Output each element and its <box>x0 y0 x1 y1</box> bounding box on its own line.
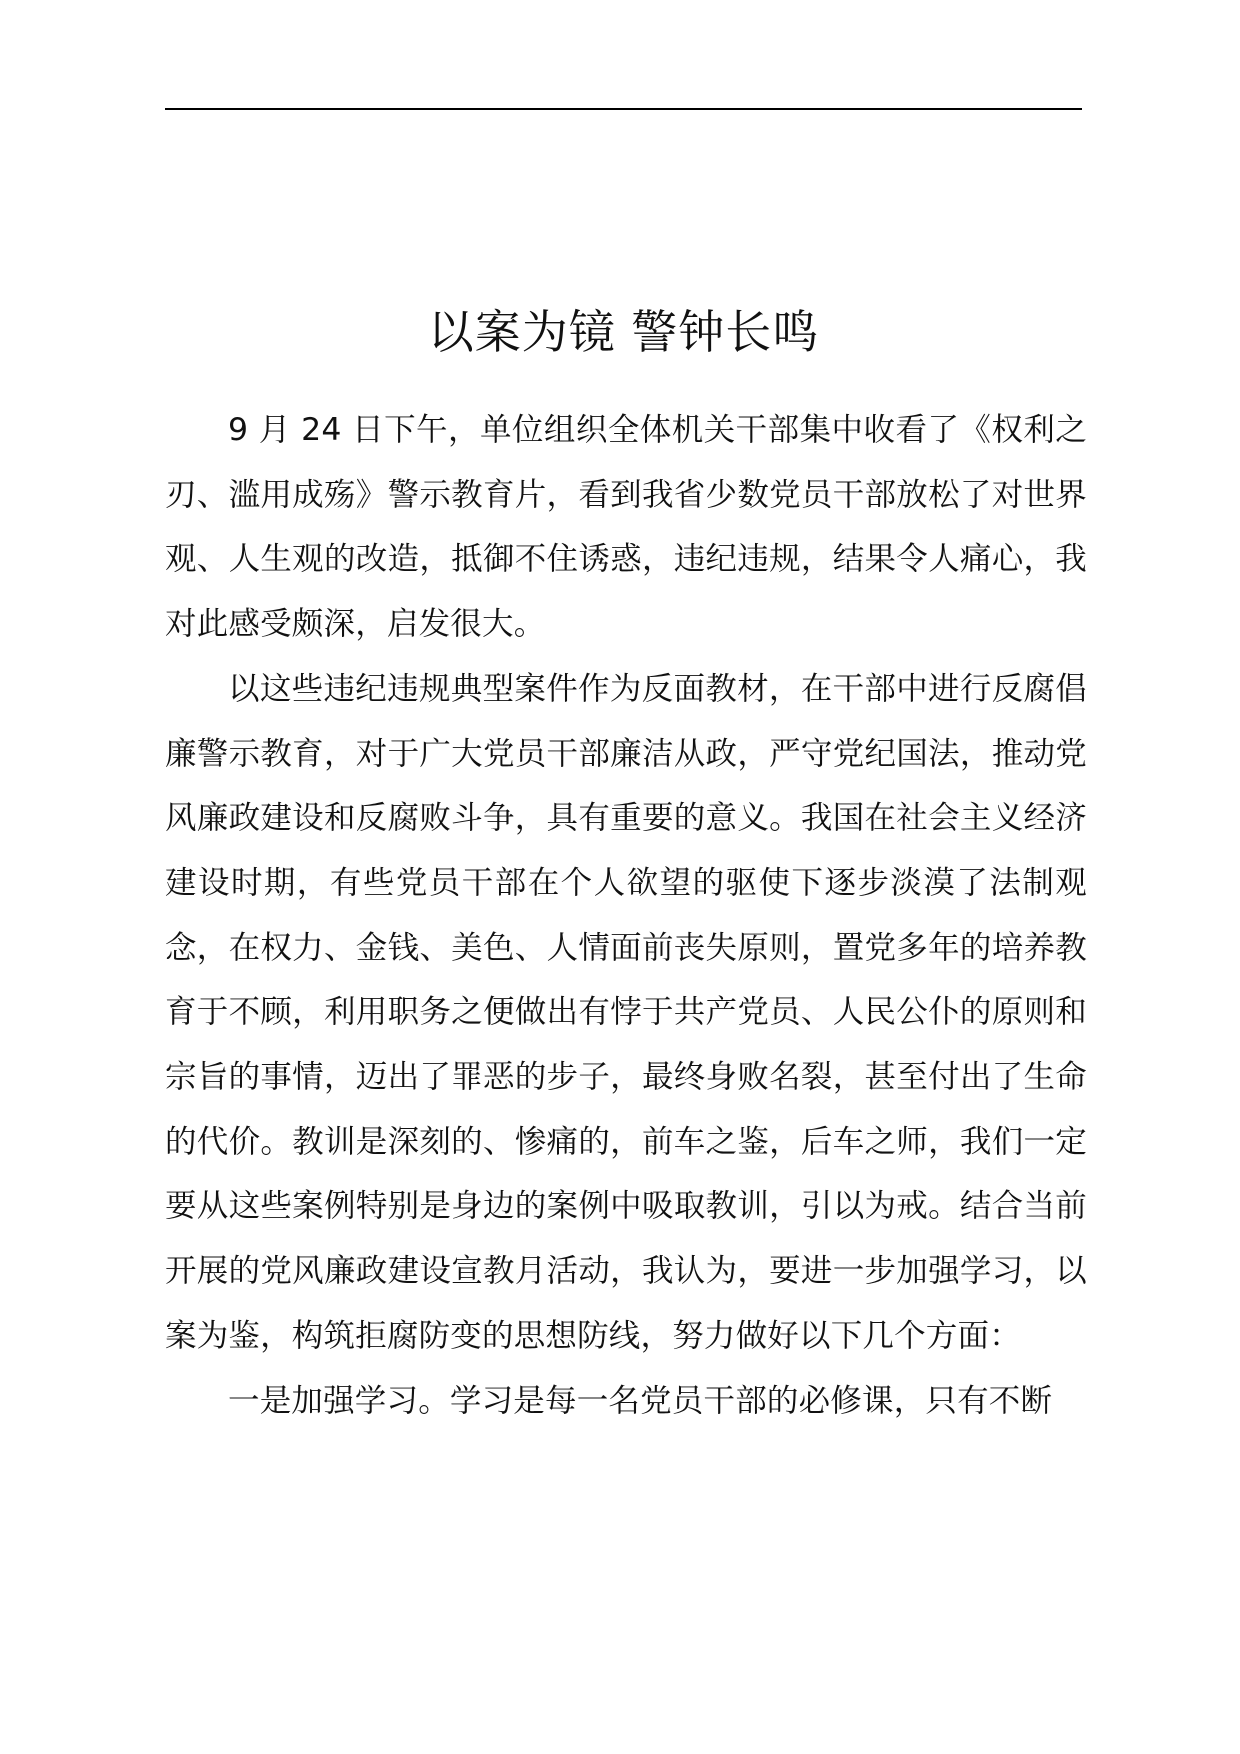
document-body <box>165 398 1087 1433</box>
body-paragraph: 以这些违纪违规典型案件作为反面教材，在干部中进行反腐倡廉警示教育，对于广大党员干部廉洁从政，严守党纪国法，推动党风廉政建设和反腐败斗争，具有重要的意义。我国在社会主义经济建设时期，有些党员干部在个人欲望的驱使下逐步淡漠了法制观念，在权力、金钱、美色、人情面前丧失原则，置党多年的培养教育于不顾，利用职务之便做出有悖于共产党员、人民公仆的原则和宗旨的事情，迈出了罪恶的步子，最终身败名裂，甚至付出了生命的代价。教训是深刻的、惨痛的，前车之鉴，后车之师，我们一定要从这些案例特别是身边的案例中吸取教训，引以为戒。结合当前开展的党风廉政建设宣教月活动，我认为，要进一步加强学习，以案为鉴，构筑拒腐防变的思想防线，努力做好以下几个方面： <box>165 670 1087 1354</box>
body-paragraph: 9 月 24 日下午，单位组织全体机关干部集中收看了《权利之刃、滥用成殇》警示教育片，看到我省少数党员干部放松了对世界观、人生观的改造，抵御不住诱惑，违纪违规，结果令人痛心，我对此感受颇深，启发很大。 <box>165 412 1087 643</box>
header-rule <box>165 108 1082 110</box>
body-paragraph: 一是加强学习。学习是每一名党员干部的必修课，只有不断 <box>228 1382 1053 1419</box>
document-title: 以案为镜 警钟长鸣 <box>427 305 820 359</box>
